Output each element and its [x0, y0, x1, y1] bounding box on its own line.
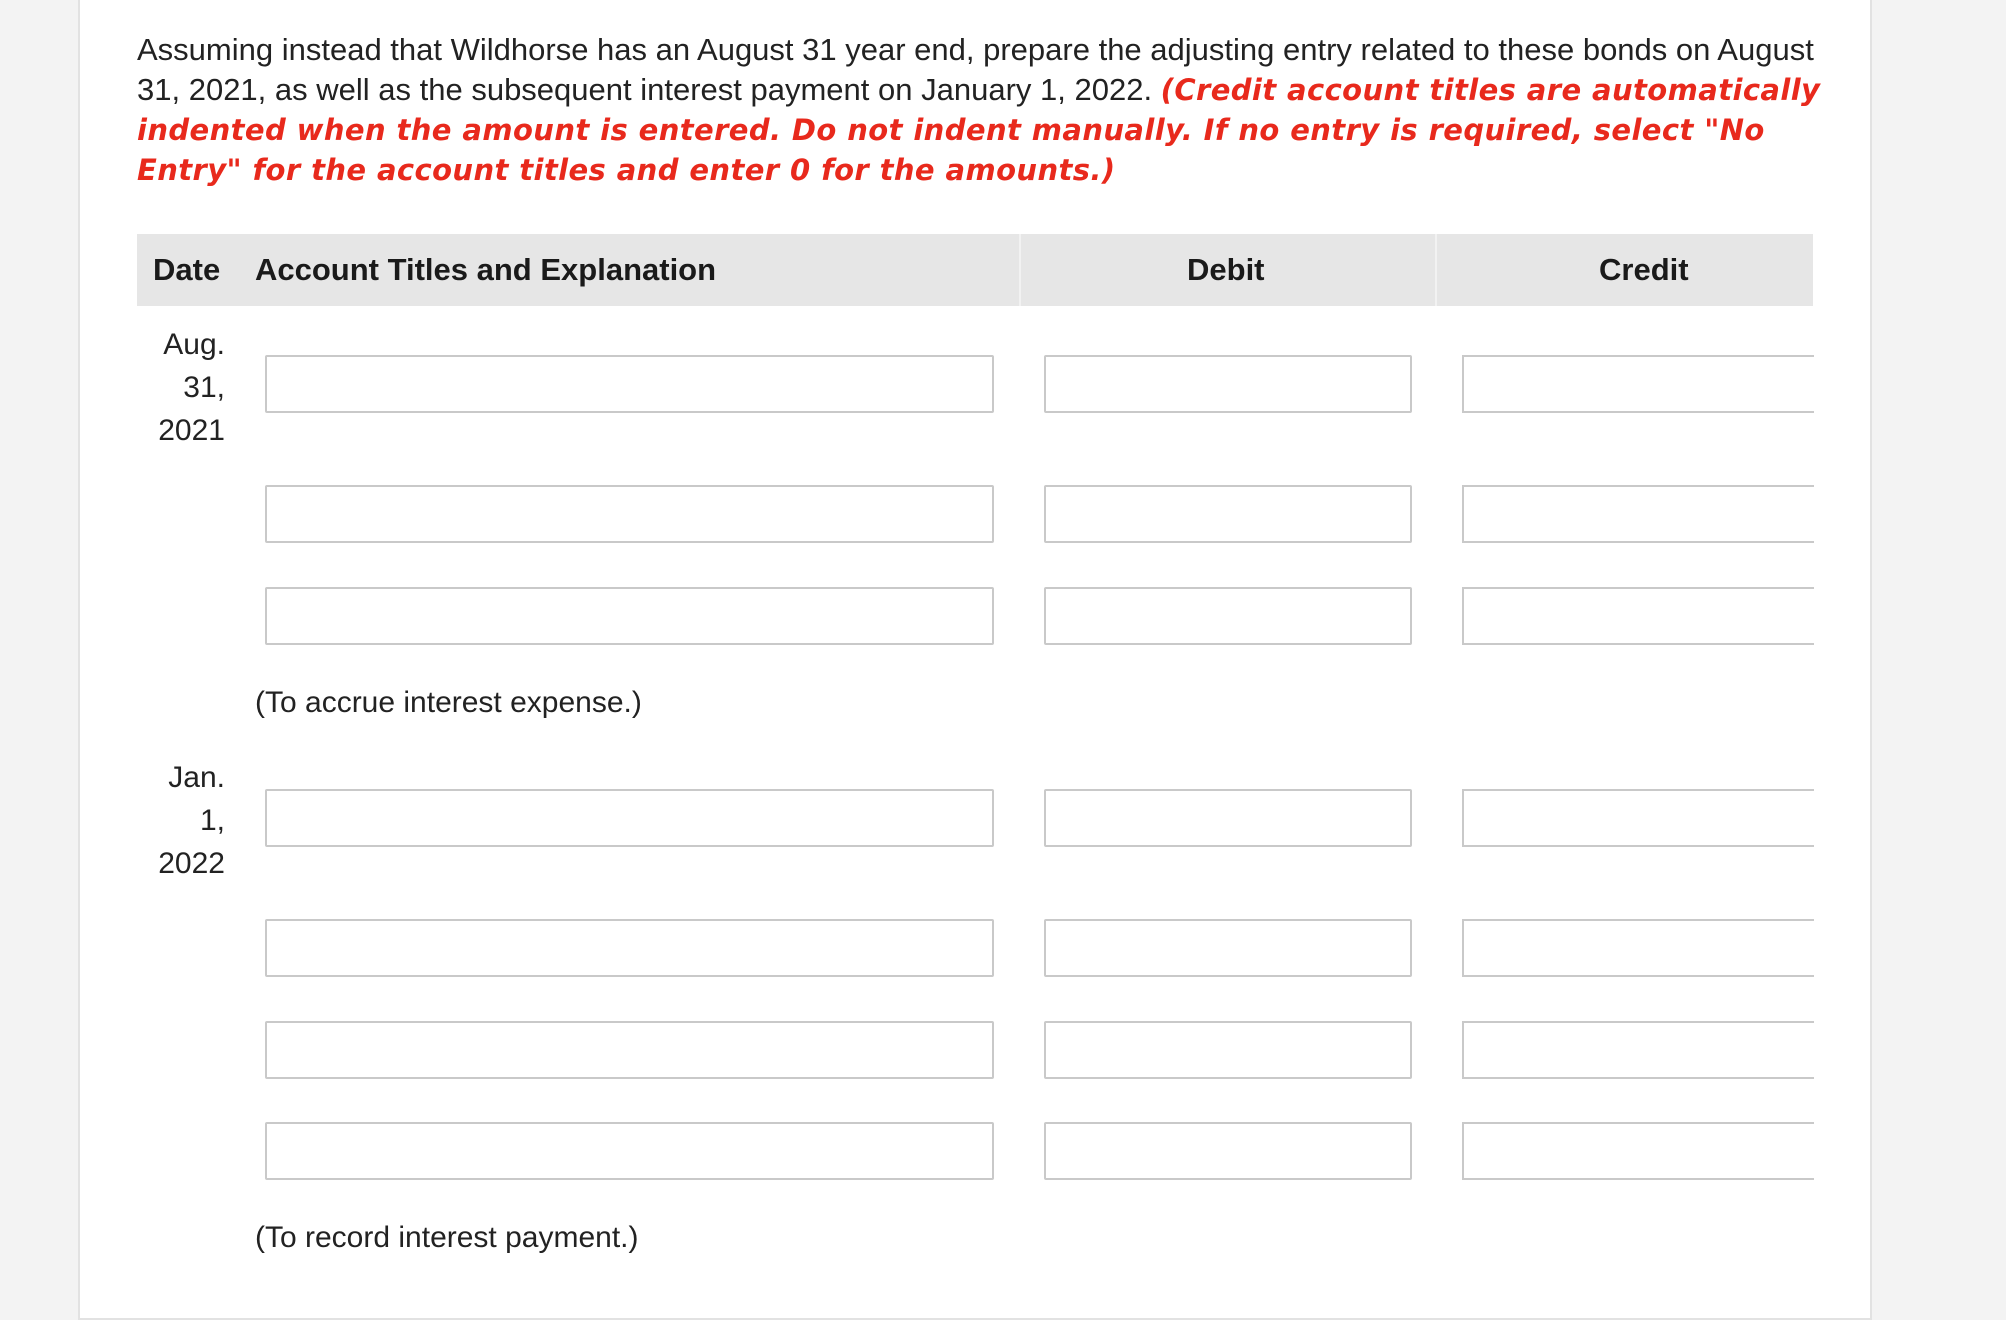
header-divider [1019, 234, 1021, 306]
credit-input[interactable] [1462, 1122, 1814, 1180]
debit-input[interactable] [1044, 485, 1412, 543]
entry-explanation: (To record interest payment.) [255, 1221, 639, 1254]
entry-date-jan-1-2022 [137, 756, 225, 885]
header-credit: Credit [1599, 252, 1689, 287]
debit-input[interactable] [1044, 1122, 1412, 1180]
date-month: Jan. [168, 761, 225, 794]
date-day: 31, [183, 371, 225, 404]
entry-explanation: (To accrue interest expense.) [255, 686, 642, 719]
debit-input[interactable] [1044, 789, 1412, 847]
account-title-input[interactable] [265, 1021, 994, 1079]
debit-input[interactable] [1044, 355, 1412, 413]
credit-input[interactable] [1462, 355, 1814, 413]
credit-input[interactable] [1462, 789, 1814, 847]
header-account-titles: Account Titles and Explanation [255, 252, 717, 287]
header-date: Date [153, 252, 221, 287]
instructions-text: Assuming instead that Wildhorse has an August 31 year end, prepare the adjusting entry related to these bonds on August 31, 2021, as well as the subsequent interest payment on January 1, 2022. [137, 32, 1814, 107]
account-title-input[interactable] [265, 789, 994, 847]
debit-input[interactable] [1044, 587, 1412, 645]
credit-input[interactable] [1462, 1021, 1814, 1079]
date-day: 1, [199, 804, 225, 837]
date-month: Aug. [163, 328, 225, 361]
account-title-input[interactable] [265, 587, 994, 645]
credit-input[interactable] [1462, 587, 1814, 645]
account-title-input[interactable] [265, 485, 994, 543]
account-title-input[interactable] [265, 919, 994, 977]
header-debit: Debit [1187, 252, 1265, 287]
account-title-input[interactable] [265, 1122, 994, 1180]
date-year: 2021 [158, 414, 225, 447]
account-title-input[interactable] [265, 355, 994, 413]
date-year: 2022 [158, 847, 225, 880]
credit-input[interactable] [1462, 919, 1814, 977]
debit-input[interactable] [1044, 919, 1412, 977]
header-divider [1435, 234, 1437, 306]
credit-input[interactable] [1462, 485, 1814, 543]
instructions [137, 30, 1837, 190]
journal-table-header [137, 234, 1813, 306]
instructions-note: (Credit account titles are automatically indented when the amount is entered. Do not indent manually. If no entry is required, select "No Entry" for the account titles and enter 0 for the amounts.) [137, 73, 1821, 187]
debit-input[interactable] [1044, 1021, 1412, 1079]
entry-date-aug-31-2021 [137, 323, 225, 452]
